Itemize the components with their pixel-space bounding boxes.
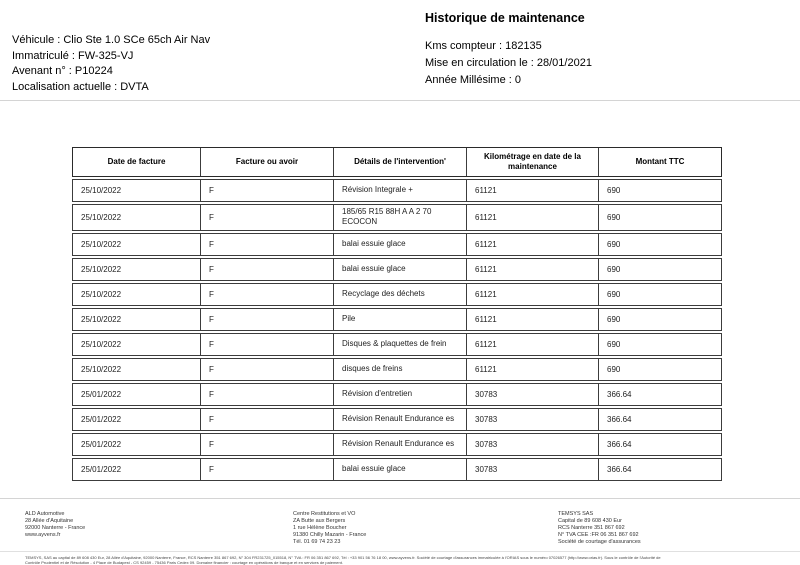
registration-line: Immatriculé : FW-325-VJ [12,49,134,62]
footer-legal-block [558,511,641,546]
amendment-line: Avenant n° : P10224 [12,65,113,77]
footer-company-block [25,511,85,539]
cell-invoice-type: F [200,459,333,480]
cell-invoice-type: F [200,334,333,355]
footer-center-block [293,511,366,546]
cell-invoice-type: F [200,259,333,280]
vehicle-line: Véhicule : Clio Ste 1.0 SCe 65ch Air Nav [12,34,211,46]
company-website: www.ayvens.fr [25,532,61,538]
table-row [72,283,722,306]
cell-details: Disques & plaquettes de frein [333,334,466,355]
table-row [72,204,722,231]
cell-date: 25/10/2022 [81,264,122,274]
column-header-km: Kilométrage en date de la maintenance [466,148,598,176]
legal-activity: Société de courtage d'assurances [558,539,641,545]
cell-invoice-type: F [200,180,333,201]
cell-details: disques de freins [333,359,466,380]
cell-km: 30783 [466,409,598,430]
odometer-line: Kms compteur : 182135 [425,40,542,52]
circulation-date-line: Mise en circulation le : 28/01/2021 [425,57,592,69]
table-row [72,333,722,356]
company-name: ALD Automotive [25,511,65,517]
center-phone: Tél. 01 69 74 23 23 [293,539,341,545]
maintenance-table [72,147,722,483]
cell-km: 30783 [466,459,598,480]
cell-amount: 690 [598,359,721,380]
vehicle-info-block [12,33,210,95]
cell-km: 30783 [466,384,598,405]
cell-amount: 366.64 [598,409,721,430]
cell-details: Pile [333,309,466,330]
column-header-details: Détails de l'intervention' [333,148,466,176]
table-row [72,358,722,381]
model-year-line: Année Millésime : 0 [425,74,521,86]
cell-invoice-type: F [200,284,333,305]
header-divider [0,100,800,101]
cell-date: 25/10/2022 [81,289,122,299]
cell-km: 61121 [466,259,598,280]
table-row [72,258,722,281]
cell-date: 25/10/2022 [81,212,122,222]
cell-invoice-type: F [200,409,333,430]
cell-amount: 690 [598,309,721,330]
fine-print-divider [0,551,800,552]
column-header-amount: Montant TTC [598,148,721,176]
cell-km: 61121 [466,309,598,330]
cell-amount: 366.64 [598,384,721,405]
cell-date: 25/10/2022 [81,314,122,324]
cell-details: balai essuie glace [333,259,466,280]
cell-invoice-type: F [200,359,333,380]
cell-date: 25/10/2022 [81,364,122,374]
cell-invoice-type: F [200,309,333,330]
cell-details: Révision d'entretien [333,384,466,405]
vehicle-meta-block [425,38,592,89]
cell-date: 25/10/2022 [81,239,122,249]
company-address-line: 92000 Nanterre - France [25,525,86,531]
page-title: Historique de maintenance [425,11,585,25]
cell-invoice-type: F [200,434,333,455]
cell-km: 61121 [466,205,598,230]
table-row [72,383,722,406]
company-address-line: 28 Allée d'Aquitaine [25,518,74,524]
location-line: Localisation actuelle : DVTA [12,80,149,93]
legal-company-name: TEMSYS SAS [558,511,594,517]
cell-km: 61121 [466,284,598,305]
cell-invoice-type: F [200,234,333,255]
cell-details: balai essuie glace [333,234,466,255]
center-address-line: 91380 Chilly Mazarin - France [293,532,367,538]
legal-rcs: RCS Nanterre 351 867 692 [558,525,625,531]
cell-details: Révision Integrale + [333,180,466,201]
column-header-invoice-type: Facture ou avoir [200,148,333,176]
cell-km: 61121 [466,180,598,201]
cell-date: 25/01/2022 [81,464,122,474]
cell-invoice-type: F [200,205,333,230]
cell-details: Révision Renault Endurance es [333,409,466,430]
cell-date: 25/10/2022 [81,339,122,349]
fine-print-line: TEMSYS, SAS au capital de 89 608 430 Eur, 28 Allée d'Aquitaine, 92000 Nanterre, France, RCS Nanterre 351 867 692, N° 304 FR231725_015518, N° TVA : FR 06 351 867 692, Tél : +33 901 56 76 18 00, www.ayvens.fr. Société de courtage d'assurances immatriculée à l'ORIAS sous le numéro 07026577 (http://www.orias.fr). Sous le contrôle de l'Autorité de [25,556,661,560]
table-row [72,308,722,331]
cell-km: 61121 [466,234,598,255]
cell-amount: 690 [598,259,721,280]
cell-amount: 366.64 [598,434,721,455]
legal-tva: N° TVA CEE :FR 06 351 867 692 [558,532,639,538]
cell-amount: 366.64 [598,459,721,480]
cell-date: 25/01/2022 [81,414,122,424]
cell-invoice-type: F [200,384,333,405]
cell-km: 30783 [466,434,598,455]
cell-amount: 690 [598,284,721,305]
cell-details: Recyclage des déchets [333,284,466,305]
cell-details: 185/65 R15 88H A A 2 70 ECOCON [333,205,466,230]
fine-print [25,556,793,565]
column-header-date: Date de facture [107,157,166,166]
table-row [72,408,722,431]
table-row [72,458,722,481]
cell-amount: 690 [598,180,721,201]
cell-amount: 690 [598,205,721,230]
cell-date: 25/01/2022 [81,389,122,399]
cell-details: balai essuie glace [333,459,466,480]
cell-date: 25/01/2022 [81,439,122,449]
center-address-line: 1 rue Hélène Boucher [293,525,347,531]
legal-capital: Capital de 89 608 430 Eur [558,518,622,524]
center-name: Centre Restitutions et VO [293,511,356,517]
cell-km: 61121 [466,334,598,355]
table-row [72,233,722,256]
cell-amount: 690 [598,234,721,255]
cell-details: Révision Renault Endurance es [333,434,466,455]
table-header-row [72,147,722,177]
cell-km: 61121 [466,359,598,380]
table-row [72,433,722,456]
center-address-line: ZA Butte aux Bergers [293,518,346,524]
table-row [72,179,722,202]
footer-divider [0,498,800,499]
cell-amount: 690 [598,334,721,355]
fine-print-line: Contrôle Prudentiel et de Résolution - 4 Place de Budapest - CS 92459 - 75436 Paris Cedex 09. Domaine financier : courtage en opérations de banque et en services de paiement. [25,559,343,565]
cell-date: 25/10/2022 [81,186,122,195]
